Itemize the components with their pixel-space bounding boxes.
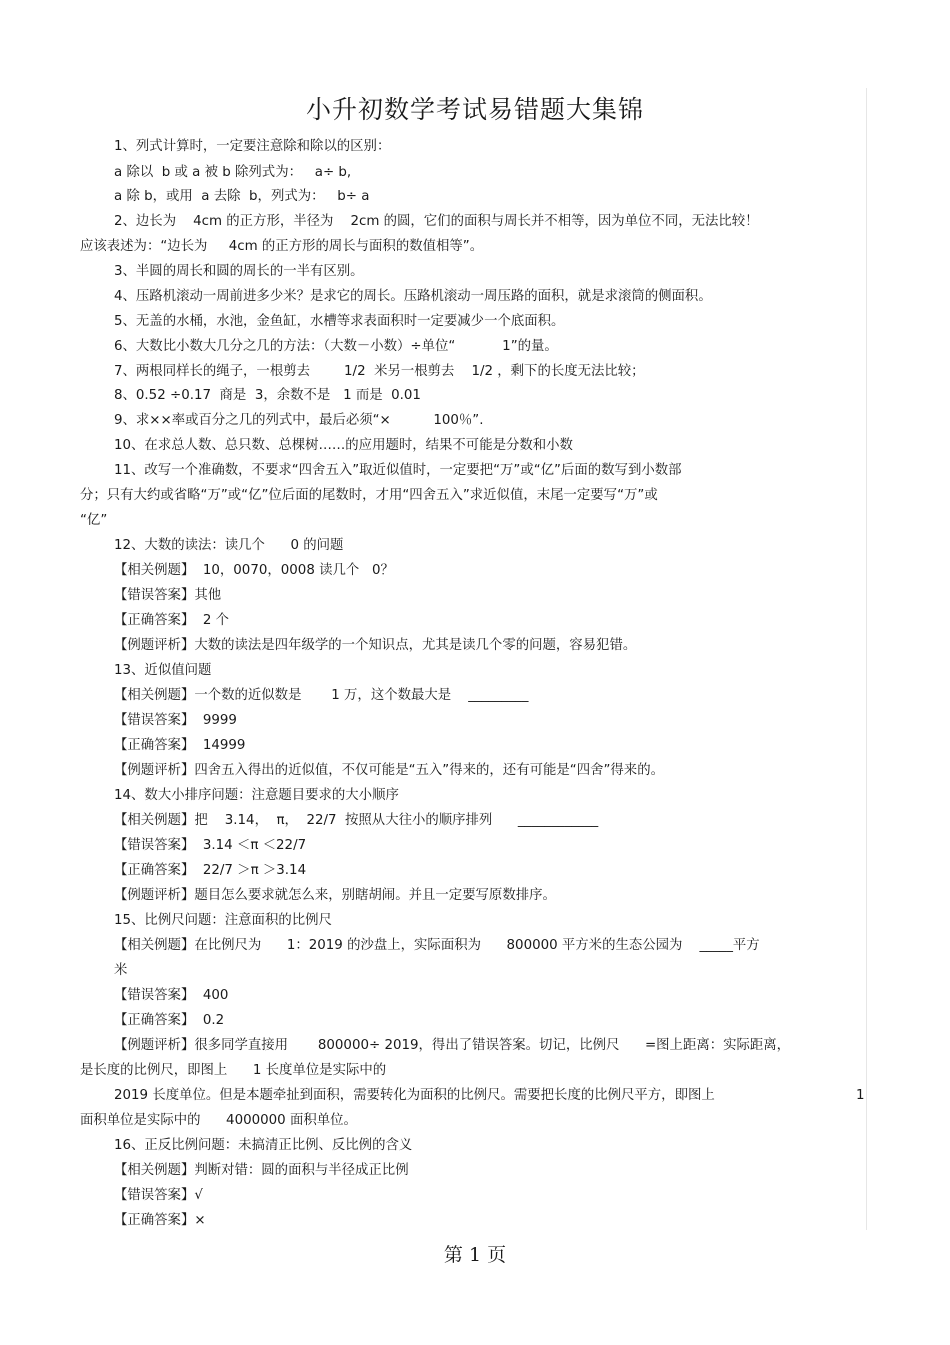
- text-line: 【错误答案】其他: [114, 588, 222, 603]
- text-line: 1: [856, 1088, 865, 1103]
- text-line: 【错误答案】 3.14 ＜π ＜22/7: [114, 838, 307, 853]
- text-line: 9、求××率或百分之几的列式中，最后必须“× 100％”.: [114, 413, 484, 428]
- text-line: 【例题评析】大数的读法是四年级学的一个知识点，尤其是读几个零的问题，容易犯错。: [114, 638, 637, 653]
- text-line: 【例题评析】很多同学直接用 800000÷ 2019，得出了错误答案。切记，比例尺 =图上距离：实际距离，: [114, 1038, 791, 1053]
- text-line: 面积单位是实际中的 4000000 面积单位。: [80, 1113, 357, 1128]
- text-line: 1、列式计算时，一定要注意除和除以的区别：: [114, 139, 391, 154]
- text-line: 【正确答案】×: [114, 1213, 206, 1228]
- text-line: 10、在求总人数、总只数、总棵树……的应用题时，结果不可能是分数和小数: [114, 438, 573, 453]
- text-line: 【正确答案】 22/7 ＞π ＞3.14: [114, 863, 307, 878]
- text-line: 【相关例题】把 3.14， π， 22/7 按照从大往小的顺序排列 ____________: [114, 813, 599, 828]
- text-line: 分；只有大约或省略“万”或“亿”位后面的尾数时，才用“四舍五入”求近似值，末尾一定要写“万”或: [80, 488, 658, 503]
- text-line: 【相关例题】判断对错：圆的面积与半径成正比例: [114, 1163, 409, 1178]
- text-line: 【相关例题】在比例尺为 1：2019 的沙盘上，实际面积为 800000 平方米的生态公园为 _____平方: [114, 938, 760, 953]
- text-line: 2019 长度单位。但是本题牵扯到面积，需要转化为面积的比例尺。需要把长度的比例尺平方，即图上: [114, 1088, 715, 1103]
- text-line: 7、两根同样长的绳子，一根剪去 1/2 米另一根剪去 1/2 ，剩下的长度无法比较；: [114, 364, 645, 379]
- text-line: “亿”: [80, 513, 108, 528]
- text-line: 【错误答案】 400: [114, 988, 229, 1003]
- text-line: 5、无盖的水桶，水池，金鱼缸，水槽等求表面积时一定要减少一个底面积。: [114, 314, 565, 329]
- document-title: 小升初数学考试易错题大集锦: [305, 95, 644, 124]
- text-line: 【相关例题】一个数的近似数是 1 万，这个数最大是 _________: [114, 688, 529, 703]
- text-line: a 除以 b 或 a 被 b 除列式为： a÷ b,: [114, 165, 352, 180]
- text-line: 米: [114, 963, 128, 978]
- text-line: 【正确答案】 2 个: [114, 613, 230, 628]
- text-line: 6、大数比小数大几分之几的方法：（大数－小数）÷单位“ 1”的量。: [114, 339, 558, 354]
- text-line: 【正确答案】 0.2: [114, 1013, 225, 1028]
- text-line: 是长度的比例尺，即图上 1 长度单位是实际中的: [80, 1063, 387, 1078]
- text-line: 应该表述为：“边长为 4cm 的正方形的周长与面积的数值相等”。: [80, 239, 484, 254]
- text-line: 8、0.52 ÷0.17 商是 3，余数不是 1 而是 0.01: [114, 388, 421, 403]
- text-line: 12、大数的读法：读几个 0 的问题: [114, 538, 344, 553]
- page-edge-rule: [866, 88, 867, 1230]
- text-line: 15、比例尺问题：注意面积的比例尺: [114, 913, 332, 928]
- text-line: 【错误答案】 9999: [114, 713, 237, 728]
- text-line: 4、压路机滚动一周前进多少米？是求它的周长。压路机滚动一周压路的面积，就是求滚筒的侧面积。: [114, 289, 712, 304]
- text-line: 【错误答案】√: [114, 1188, 203, 1203]
- text-line: 【例题评析】题目怎么要求就怎么来，别瞎胡闹。并且一定要写原数排序。: [114, 888, 556, 903]
- text-line: 16、正反比例问题：未搞清正比例、反比例的含义: [114, 1138, 413, 1153]
- text-line: 14、数大小排序问题：注意题目要求的大小顺序: [114, 788, 399, 803]
- page-number: 第 1 页: [443, 1244, 507, 1266]
- text-line: 【正确答案】 14999: [114, 738, 246, 753]
- text-line: 11、改写一个准确数，不要求“四舍五入”取近似值时，一定要把“万”或“亿”后面的数写到小数部: [114, 463, 682, 478]
- text-line: 3、半圆的周长和圆的周长的一半有区别。: [114, 264, 364, 279]
- text-line: a 除 b，或用 a 去除 b，列式为： b÷ a: [114, 189, 370, 204]
- text-line: 2、边长为 4cm 的正方形，半径为 2cm 的圆，它们的面积与周长并不相等，因为单位不同，无法比较！: [114, 214, 759, 229]
- text-line: 【相关例题】 10，0070，0008 读几个 0？: [114, 563, 394, 578]
- text-line: 【例题评析】四舍五入得出的近似值，不仅可能是“五入”得来的，还有可能是“四舍”得来的。: [114, 763, 664, 778]
- text-line: 13、近似值问题: [114, 663, 212, 678]
